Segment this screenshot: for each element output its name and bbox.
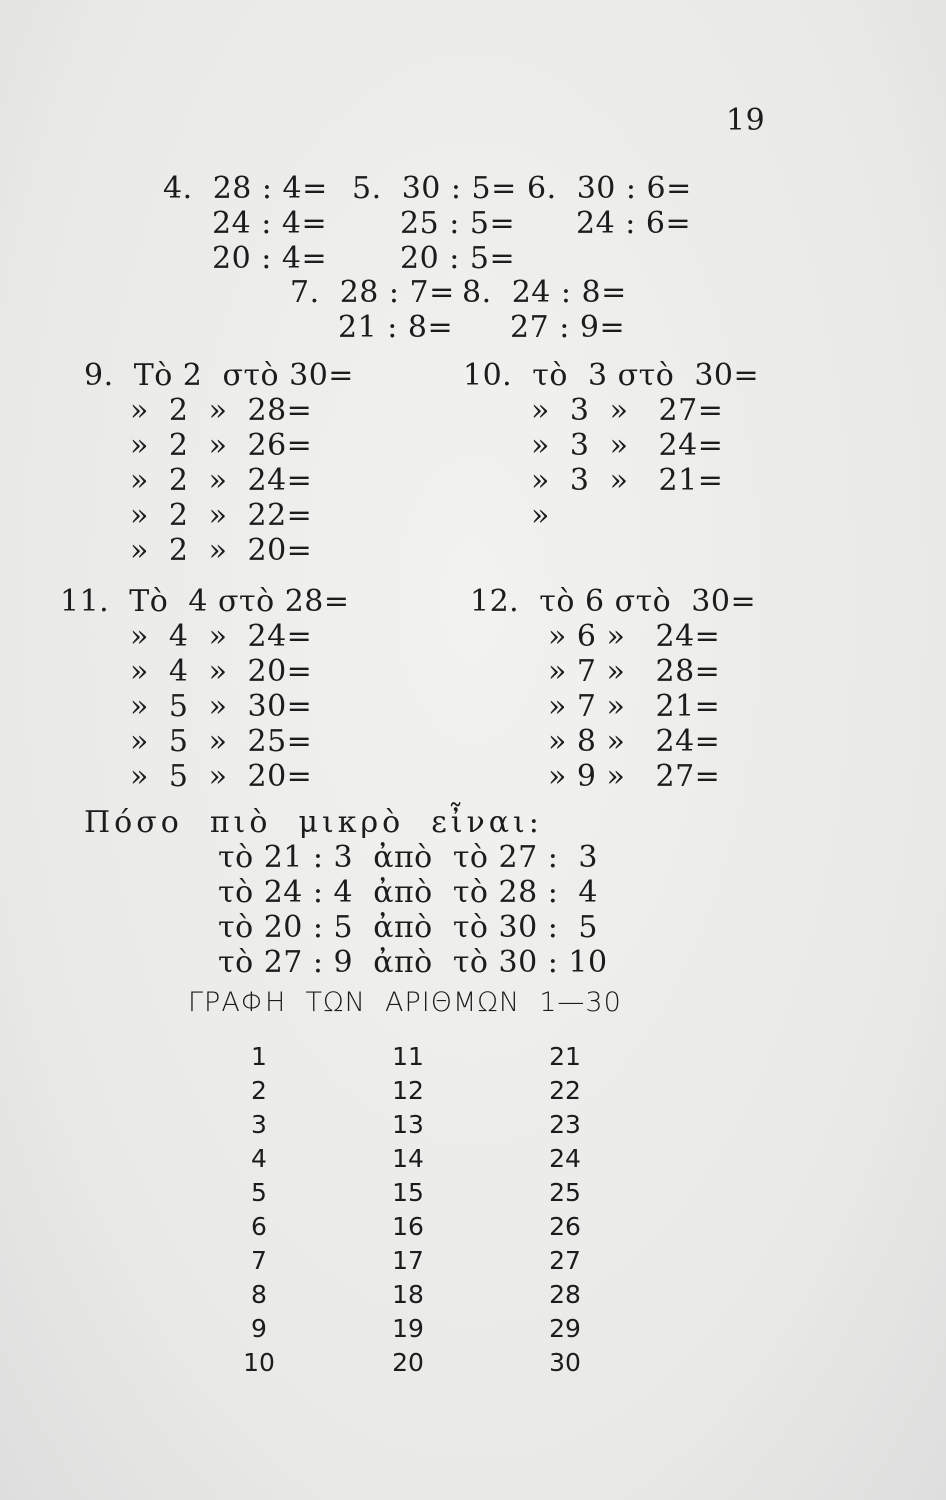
number-cell: 7 xyxy=(251,1246,267,1275)
number-cell: 10 xyxy=(243,1348,275,1377)
number-cell: 25 xyxy=(549,1178,581,1207)
exercise-line: 5. 30 : 5= xyxy=(352,171,517,206)
exercise-line: » 7 » 28= xyxy=(548,654,721,689)
exercise-line: 24 : 6= xyxy=(576,206,692,241)
number-cell: 13 xyxy=(392,1110,424,1139)
number-cell: 18 xyxy=(392,1280,424,1309)
exercise-line: 11. Τὸ 4 στὸ 28= xyxy=(60,584,350,619)
number-cell: 29 xyxy=(549,1314,581,1343)
number-cell: 30 xyxy=(549,1348,581,1377)
number-cell: 22 xyxy=(549,1076,581,1105)
number-cell: 8 xyxy=(251,1280,267,1309)
number-cell: 4 xyxy=(251,1144,267,1173)
exercise-line: » 2 » 24= xyxy=(130,463,313,498)
comparison-line: τὸ 27 : 9 ἀπὸ τὸ 30 : 10 xyxy=(218,945,608,980)
number-cell: 15 xyxy=(392,1178,424,1207)
number-cell: 21 xyxy=(549,1042,581,1071)
exercise-line: » 5 » 25= xyxy=(130,724,313,759)
exercise-line: 7. 28 : 7= xyxy=(290,275,455,310)
number-cell: 6 xyxy=(251,1212,267,1241)
exercise-line: » 8 » 24= xyxy=(548,724,721,759)
comparison-line: τὸ 20 : 5 ἀπὸ τὸ 30 : 5 xyxy=(218,910,598,945)
exercise-line: » 3 » 27= xyxy=(531,393,724,428)
number-cell: 12 xyxy=(392,1076,424,1105)
number-cell: 1 xyxy=(251,1042,267,1071)
exercise-line: 8. 24 : 8= xyxy=(462,275,627,310)
exercise-line: 20 : 5= xyxy=(400,241,516,276)
exercise-line: 20 : 4= xyxy=(212,241,328,276)
exercise-line: » 2 » 20= xyxy=(130,533,313,568)
comparison-line: τὸ 24 : 4 ἀπὸ τὸ 28 : 4 xyxy=(218,875,598,910)
exercise-line: » 2 » 28= xyxy=(130,393,313,428)
exercise-line: 24 : 4= xyxy=(212,206,328,241)
exercise-line: » 2 » 26= xyxy=(130,428,313,463)
exercise-line: 25 : 5= xyxy=(400,206,516,241)
page-number: 19 xyxy=(726,103,766,138)
number-cell: 16 xyxy=(392,1212,424,1241)
exercise-line: 9. Τὸ 2 στὸ 30= xyxy=(84,358,354,393)
number-cell: 24 xyxy=(549,1144,581,1173)
number-cell: 23 xyxy=(549,1110,581,1139)
exercise-line: 27 : 9= xyxy=(510,310,626,345)
exercise-line: » 2 » 22= xyxy=(130,498,313,533)
number-cell: 26 xyxy=(549,1212,581,1241)
exercise-line: 6. 30 : 6= xyxy=(527,171,692,206)
number-cell: 3 xyxy=(251,1110,267,1139)
exercise-line: » 9 » 27= xyxy=(548,759,721,794)
exercise-line: » 5 » 20= xyxy=(130,759,313,794)
number-cell: 20 xyxy=(392,1348,424,1377)
number-cell: 9 xyxy=(251,1314,267,1343)
exercise-line: 12. τὸ 6 στὸ 30= xyxy=(470,584,757,619)
exercise-line: » 7 » 21= xyxy=(548,689,721,724)
number-cell: 17 xyxy=(392,1246,424,1275)
number-cell: 27 xyxy=(549,1246,581,1275)
exercise-line: » 3 » 21= xyxy=(531,463,724,498)
question-heading: Πόσο πιὸ μικρὸ εἶναι: xyxy=(84,805,543,840)
number-cell: 28 xyxy=(549,1280,581,1309)
exercise-line: » 4 » 24= xyxy=(130,619,313,654)
numbers-column-3 xyxy=(535,1040,595,1380)
exercise-line: » xyxy=(531,498,550,533)
numbers-heading: ΓΡΑΦΗ ΤΩΝ ΑΡΙΘΜΩΝ 1—30 xyxy=(188,987,622,1018)
numbers-column-2 xyxy=(378,1040,438,1380)
number-cell: 19 xyxy=(392,1314,424,1343)
number-cell: 2 xyxy=(251,1076,267,1105)
number-cell: 5 xyxy=(251,1178,267,1207)
exercise-line: 4. 28 : 4= xyxy=(163,171,328,206)
exercise-line: » 3 » 24= xyxy=(531,428,724,463)
exercise-line: 21 : 8= xyxy=(338,310,454,345)
numbers-column-1 xyxy=(229,1040,289,1380)
comparison-line: τὸ 21 : 3 ἀπὸ τὸ 27 : 3 xyxy=(218,840,598,875)
exercise-line: » 6 » 24= xyxy=(548,619,721,654)
exercise-line: 10. τὸ 3 στὸ 30= xyxy=(463,358,760,393)
exercise-line: » 5 » 30= xyxy=(130,689,313,724)
number-cell: 11 xyxy=(392,1042,424,1071)
number-cell: 14 xyxy=(392,1144,424,1173)
exercise-line: » 4 » 20= xyxy=(130,654,313,689)
